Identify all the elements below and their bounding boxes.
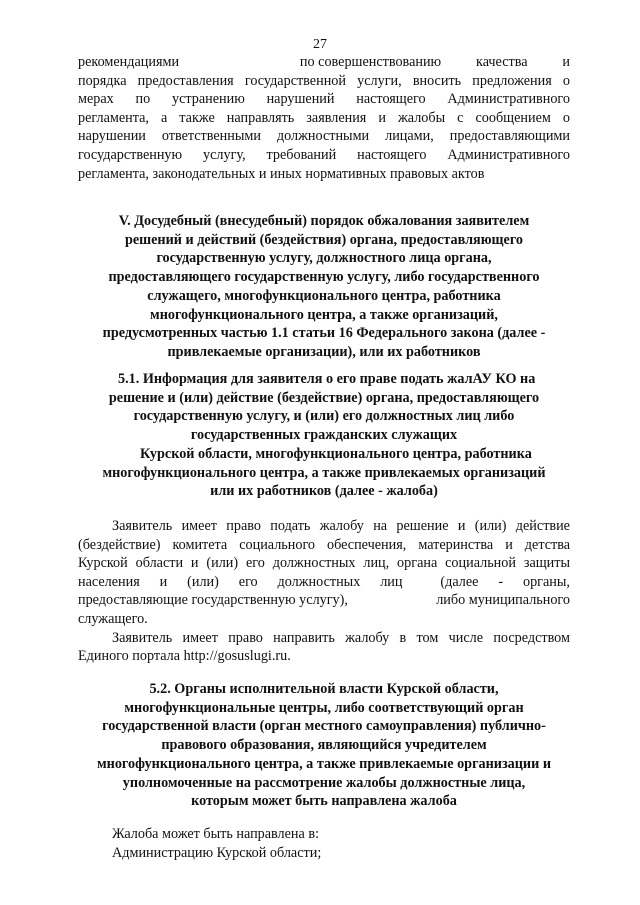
heading-line: многофункционального центра, а также привлекаемых организаций: [102, 464, 546, 481]
word: рекомендациями: [78, 54, 180, 70]
paragraph-lines-last: [78, 647, 570, 666]
heading-line: уполномоченные на рассмотрение жалобы должностные лица,: [122, 774, 526, 791]
word: его: [238, 573, 258, 590]
paragraph-line: Заявитель имеет право подать жалобу на решение и (или) действие: [112, 518, 570, 534]
word: -: [498, 573, 504, 590]
paragraph-line: Жалоба может быть направлена в:: [112, 826, 320, 842]
heading-line: 5.1. Информация для заявителя о его праве подать жалАУ КО на: [118, 371, 536, 387]
paragraph-line: порядка предоставления государственной услуги, вносить предложения о: [78, 72, 570, 89]
paragraph-line: регламента, законодательных и иных нормативных правовых актов: [78, 165, 485, 182]
paragraph-lines: [78, 517, 570, 573]
heading-line: многофункционального центра, а также организаций,: [150, 306, 498, 323]
word: и: [562, 54, 570, 70]
heading-line: служащего, многофункционального центра, работника: [147, 287, 501, 304]
heading-line: решений и действий (бездействия) органа, предоставляющего: [124, 231, 524, 248]
paragraph-line: служащего.: [78, 610, 148, 627]
heading-line: государственной власти (орган местного самоуправления) публично-: [102, 718, 546, 735]
word: должностных: [277, 573, 361, 590]
paragraph-line: нарушении ответственными должностными лицами, предоставляющими: [78, 128, 570, 145]
word: предоставляющие государственную услугу),: [78, 592, 348, 609]
paragraph-lines-last: [78, 165, 570, 184]
paragraph-line: государственную услугу, требований настоящего Административного: [78, 146, 570, 163]
subsection-5-1-heading: [74, 370, 574, 501]
heading-line: многофункциональные центры, либо соответствующий орган: [124, 699, 524, 716]
word: по совершенствованию: [299, 54, 442, 70]
word: и: [159, 573, 168, 590]
paragraph-lines-last: [112, 825, 532, 862]
word: лиц: [380, 573, 403, 590]
paragraph-line: [78, 573, 570, 592]
paragraph-line: [78, 53, 570, 72]
page-number: 27: [313, 37, 327, 52]
paragraph-line: мерах по устранению нарушений настоящего Административного: [78, 91, 570, 108]
heading-line: V. Досудебный (внесудебный) порядок обжалования заявителем: [118, 213, 530, 229]
heading-line: привлекаемые организации), или их работников: [167, 343, 481, 360]
paragraph-line: Заявитель имеет право направить жалобу в том числе посредством: [112, 629, 570, 646]
section-5-heading: [72, 212, 576, 362]
heading-line: государственную услугу, должностного лица органа,: [156, 250, 492, 267]
word: (или): [187, 573, 219, 590]
paragraph-line: (бездействие) комитета социального обеспечения, материнства и детства: [78, 536, 570, 553]
paragraph-lines-last: [78, 610, 570, 629]
paragraph-lines: [78, 72, 570, 165]
paragraph-line: Администрацию Курской области;: [112, 844, 322, 861]
paragraph-line: Единого портала http://gosuslugi.ru.: [78, 648, 291, 665]
heading-line: которым может быть направлена жалоба: [191, 793, 457, 810]
word: качества: [476, 54, 528, 70]
heading-line: многофункционального центра, а также привлекаемые организации и: [97, 755, 551, 772]
heading-line: предусмотренных частью 1.1 статьи 16 Федерального закона (далее -: [102, 325, 546, 342]
word: (далее: [440, 573, 479, 590]
word: населения: [78, 573, 140, 590]
subsection-5-2-body: [112, 825, 532, 862]
paragraph-line: регламента, а также направлять заявления и жалобы с сообщением о: [78, 109, 570, 126]
heading-line: правового образования, являющийся учредителем: [161, 737, 487, 754]
heading-line: или их работников (далее - жалоба): [210, 483, 438, 500]
subsection-5-1-body: [78, 517, 570, 666]
paragraph-line: [78, 591, 570, 610]
paragraph-line: Курской области и (или) его должностных лиц, органа социальной защиты: [78, 555, 570, 572]
subsection-5-2-heading: [72, 680, 576, 811]
paragraph-lines: [78, 629, 570, 648]
heading-line: государственных гражданских служащих: [190, 427, 458, 444]
paragraph-top: [78, 53, 570, 183]
word: органы,: [522, 573, 570, 590]
heading-line: Курской области, многофункционального центра, работника: [140, 445, 532, 462]
heading-line: решение и (или) действие (бездействие) органа, предоставляющего: [108, 389, 540, 406]
heading-line: 5.2. Органы исполнительной власти Курской области,: [149, 681, 499, 697]
word: либо муниципального: [436, 592, 570, 609]
heading-line: предоставляющего государственную услугу, либо государственного: [108, 269, 540, 286]
heading-line: государственную услугу, и (или) его должностных лиц либо: [133, 408, 515, 425]
